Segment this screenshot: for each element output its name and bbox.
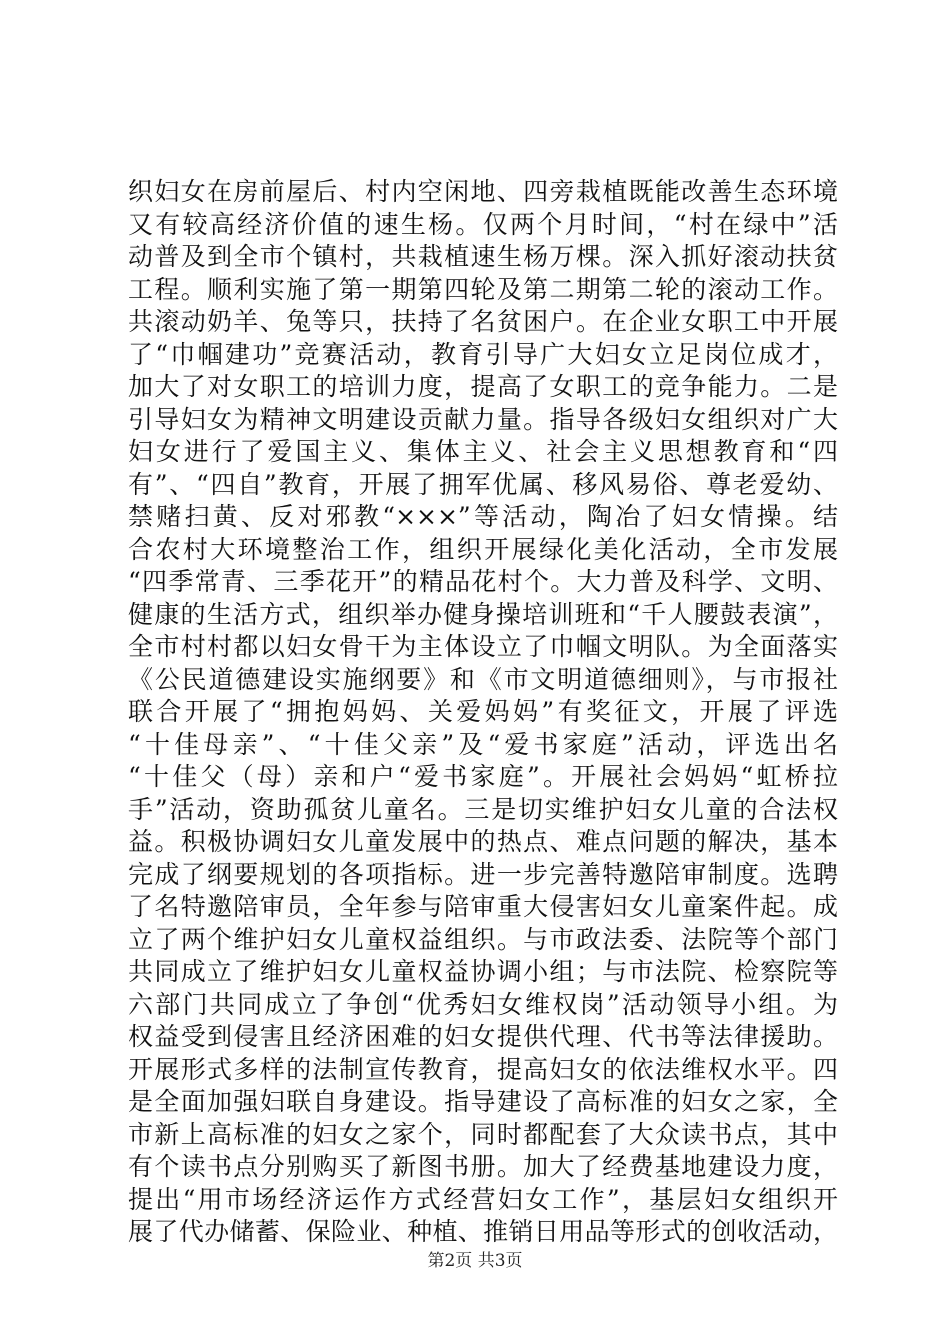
text-line: 展了代办储蓄、保险业、种植、推销日用品等形式的创收活动， (128, 1217, 838, 1246)
text-line: 有”、“四自”教育，开展了拥军优属、移风易俗、尊老爱幼、 (128, 469, 838, 499)
text-line: 合农村大环境整治工作，组织开展绿化美化活动，全市发展 (128, 534, 838, 564)
text-line: 联合开展了“拥抱妈妈、关爱妈妈”有奖征文，开展了评选 (128, 697, 838, 726)
text-line: 加大了对女职工的培训力度，提高了女职工的竞争能力。二是 (128, 372, 838, 401)
text-line: “四季常青、三季花开”的精品花村个。大力普及科学、文明、 (128, 567, 838, 596)
text-line: 有个读书点分别购买了新图书册。加大了经费基地建设力度， (128, 1152, 838, 1181)
page-footer: 第2页 共3页 (427, 1251, 523, 1271)
text-line: 工程。顺利实施了第一期第四轮及第二期第二轮的滚动工作。 (128, 274, 838, 304)
text-line: 了“巾帼建功”竞赛活动，教育引导广大妇女立足岗位成才， (128, 339, 838, 369)
text-line: 共滚动奶羊、兔等只，扶持了名贫困户。在企业女职工中开展 (128, 307, 838, 336)
text-line: 织妇女在房前屋后、村内空闲地、四旁栽植既能改善生态环境 (128, 177, 838, 206)
text-line: 了名特邀陪审员，全年参与陪审重大侵害妇女儿童案件起。成 (128, 892, 838, 921)
text-line: 市新上高标准的妇女之家个，同时都配套了大众读书点，其中 (128, 1119, 838, 1149)
text-line: 手”活动，资助孤贫儿童名。三是切实维护妇女儿童的合法权 (128, 794, 838, 824)
text-line: 《公民道德建设实施纲要》和《市文明道德细则》，与市报社 (128, 664, 838, 694)
text-line: 引导妇女为精神文明建设贡献力量。指导各级妇女组织对广大 (128, 404, 838, 434)
text-line: 是全面加强妇联自身建设。指导建设了高标准的妇女之家，全 (128, 1087, 838, 1116)
text-line: 完成了纲要规划的各项指标。进一步完善特邀陪审制度。选聘 (128, 859, 838, 889)
text-line: 提出“用市场经济运作方式经营妇女工作”，基层妇女组织开 (128, 1184, 838, 1214)
text-line: 又有较高经济价值的速生杨。仅两个月时间，“村在绿中”活 (128, 209, 838, 239)
text-line: 健康的生活方式，组织举办健身操培训班和“千人腰鼓表演”， (128, 599, 838, 629)
text-line: 权益受到侵害且经济困难的妇女提供代理、代书等法律援助。 (128, 1022, 838, 1051)
text-line: 益。积极协调妇女儿童发展中的热点、难点问题的解决，基本 (128, 827, 838, 856)
text-line: 共同成立了维护妇女儿童权益协调小组；与市法院、检察院等 (128, 957, 838, 986)
text-line: 妇女进行了爱国主义、集体主义、社会主义思想教育和“四 (128, 437, 838, 466)
body-text (128, 176, 838, 1249)
text-line: 六部门共同成立了争创“优秀妇女维权岗”活动领导小组。为 (128, 989, 838, 1019)
text-line: 动普及到全市个镇村，共栽植速生杨万棵。深入抓好滚动扶贫 (128, 242, 838, 271)
text-line: 禁赌扫黄、反对邪教“×××”等活动，陶冶了妇女情操。结 (128, 502, 838, 531)
text-line: 立了两个维护妇女儿童权益组织。与市政法委、法院等个部门 (128, 924, 838, 954)
text-line: “十佳父（母）亲和户“爱书家庭”。开展社会妈妈“虹桥拉 (128, 762, 838, 791)
text-line: 全市村村都以妇女骨干为主体设立了巾帼文明队。为全面落实 (128, 632, 838, 661)
text-line: “十佳母亲”、“十佳父亲”及“爱书家庭”活动，评选出名 (128, 729, 838, 759)
text-line: 开展形式多样的法制宣传教育，提高妇女的依法维权水平。四 (128, 1054, 838, 1084)
